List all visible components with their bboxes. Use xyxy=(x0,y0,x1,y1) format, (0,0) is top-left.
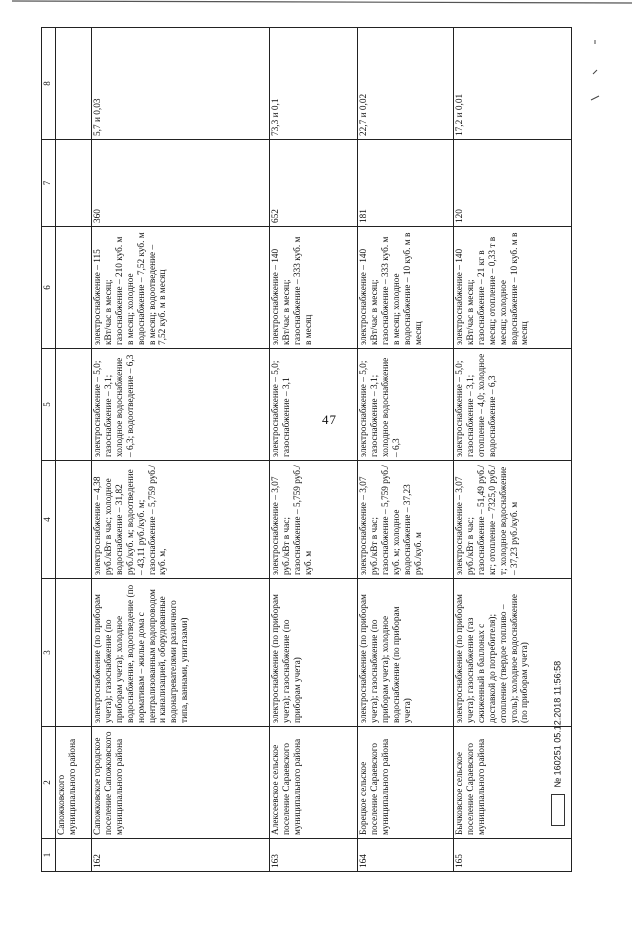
cell-volumes: электроснабжение – 115 кВт/час в месяц; газоснабжение – 210 куб. м в месяц; холодное водоснабжение – 7,52 куб. м в месяц; водоотведение – 7,52 куб. м в месяц xyxy=(92,227,270,349)
cell-tariffs: электроснабжение – 3,07 руб./кВт в час; газоснабжение – 5,759 руб./куб. м; холодное водоснабжение – 37,23 руб./куб. м xyxy=(358,461,454,579)
cell-tariffs: электроснабжение – 4,38 руб./кВт в час; холодное водоснабжение – 31,82 руб./куб. м; водоотведение – 43,11 руб./куб. м; газоснабжение – 5,759 руб./куб. м, xyxy=(92,461,270,579)
header-cell: 4 xyxy=(42,461,56,579)
cell-indices: электроснабжение – 5,0; газоснабжение – 3,1 xyxy=(270,349,358,461)
cell-services: электроснабжение (по приборам учета); газоснабжение (по приборам учета); холодное водоснабжение, водоотведение (по нормативам – жилые дома с централизованным водопроводом и канализацией, оборудованные водонагревателями различного типа, ваннами, унитазами) xyxy=(92,579,270,727)
cell-indices: электроснабжение – 5,0; газоснабжение – 3,1; отопление – 4,0; холодное водоснабжение – 6,3 xyxy=(454,349,572,461)
header-cell: 8 xyxy=(42,28,56,140)
cell-share: 73,3 и 0,1 xyxy=(270,28,358,140)
cell-share: 17,2 и 0,01 xyxy=(454,28,572,140)
cell-municipality: Сапожковского муниципального района xyxy=(56,727,92,839)
cell-indices: электроснабжение – 5,0; газоснабжение – 3,1; холодное водоснабжение – 6,3; водоотведение – 6,3 xyxy=(92,349,270,461)
cell-indices: электроснабжение – 5,0; газоснабжение – 3,1; холодное водоснабжение – 6,3 xyxy=(358,349,454,461)
header-row xyxy=(42,28,56,872)
header-cell: 2 xyxy=(42,727,56,839)
cell-share: 22,7 и 0,02 xyxy=(358,28,454,140)
table-row-continuation xyxy=(56,28,92,872)
cell-tariffs: электроснабжение – 3,07 руб./кВт в час; газоснабжение – 5,759 руб./куб. м xyxy=(270,461,358,579)
cell-services: электроснабжение (по приборам учета); газоснабжение (газ сжиженный в баллонах с доставкой до потребителя); отопление (твердое топливо – уголь); холодное водоснабжение (по приборам учета) xyxy=(454,579,572,727)
cell-row-number: 165 xyxy=(454,839,572,872)
document-footer xyxy=(551,661,565,826)
header-cell: 3 xyxy=(42,579,56,727)
header-cell: 6 xyxy=(42,227,56,349)
cell-row-number: 163 xyxy=(270,839,358,872)
cell-empty xyxy=(56,140,92,227)
cell-services: электроснабжение (по приборам учета); газоснабжение (по приборам учета) xyxy=(270,579,358,727)
cell-volumes: электроснабжение – 140 кВт/час в месяц; газоснабжение – 333 куб. м в месяц; холодное водоснабжение – 10 куб. м в месяц xyxy=(358,227,454,349)
table-row xyxy=(270,28,358,872)
cell-municipality: Борецкое сельское поселение Сараевского муниципального района xyxy=(358,727,454,839)
table-row xyxy=(92,28,270,872)
rotated-table-region xyxy=(0,36,629,936)
registration-stamp-icon xyxy=(551,794,565,826)
cell-empty xyxy=(56,579,92,727)
cell-count: 120 xyxy=(454,140,572,227)
header-cell: 1 xyxy=(42,839,56,872)
cell-volumes: электроснабжение – 140 кВт/час в месяц; газоснабжение – 333 куб. м в месяц xyxy=(270,227,358,349)
cell-empty xyxy=(56,349,92,461)
cell-municipality: Бычковское сельское поселение Сараевского муниципального района xyxy=(454,727,572,839)
cell-count: 652 xyxy=(270,140,358,227)
cell-municipality: Алексеевское сельское поселение Сараевского муниципального района xyxy=(270,727,358,839)
cell-row-number: 164 xyxy=(358,839,454,872)
cell-count: 360 xyxy=(92,140,270,227)
header-cell: 5 xyxy=(42,349,56,461)
cell-empty xyxy=(56,461,92,579)
cell-municipality: Сапожковское городское поселение Сапожковского муниципального района xyxy=(92,727,270,839)
document-id: № 160251 05.12.2018 11:56:58 xyxy=(552,660,563,788)
cell-row-number: 162 xyxy=(92,839,270,872)
cell-tariffs: электроснабжение – 3,07 руб./кВт в час; газоснабжение – 51,49 руб./кг; отопление – 7325,0 руб./т; холодное водоснабжение – 37,23 руб./куб. м xyxy=(454,461,572,579)
cell-count: 181 xyxy=(358,140,454,227)
scan-edge-mark xyxy=(12,0,632,6)
cell-empty xyxy=(56,839,92,872)
cell-services: электроснабжение (по приборам учета); газоснабжение (по приборам учета); холодное водоснабжение (по приборам учета) xyxy=(358,579,454,727)
data-table xyxy=(41,27,572,872)
page-number: 47 xyxy=(322,412,337,427)
header-cell: 7 xyxy=(42,140,56,227)
table-row xyxy=(358,28,454,872)
cell-volumes: электроснабжение – 140 кВт/час в месяц; газоснабжение – 21 кг в месяц; отопление – 0,33 т в месяц; холодное водоснабжение – 10 куб. м в месяц xyxy=(454,227,572,349)
cell-empty xyxy=(56,227,92,349)
cell-empty xyxy=(56,28,92,140)
cell-share: 5,7 и 0,03 xyxy=(92,28,270,140)
